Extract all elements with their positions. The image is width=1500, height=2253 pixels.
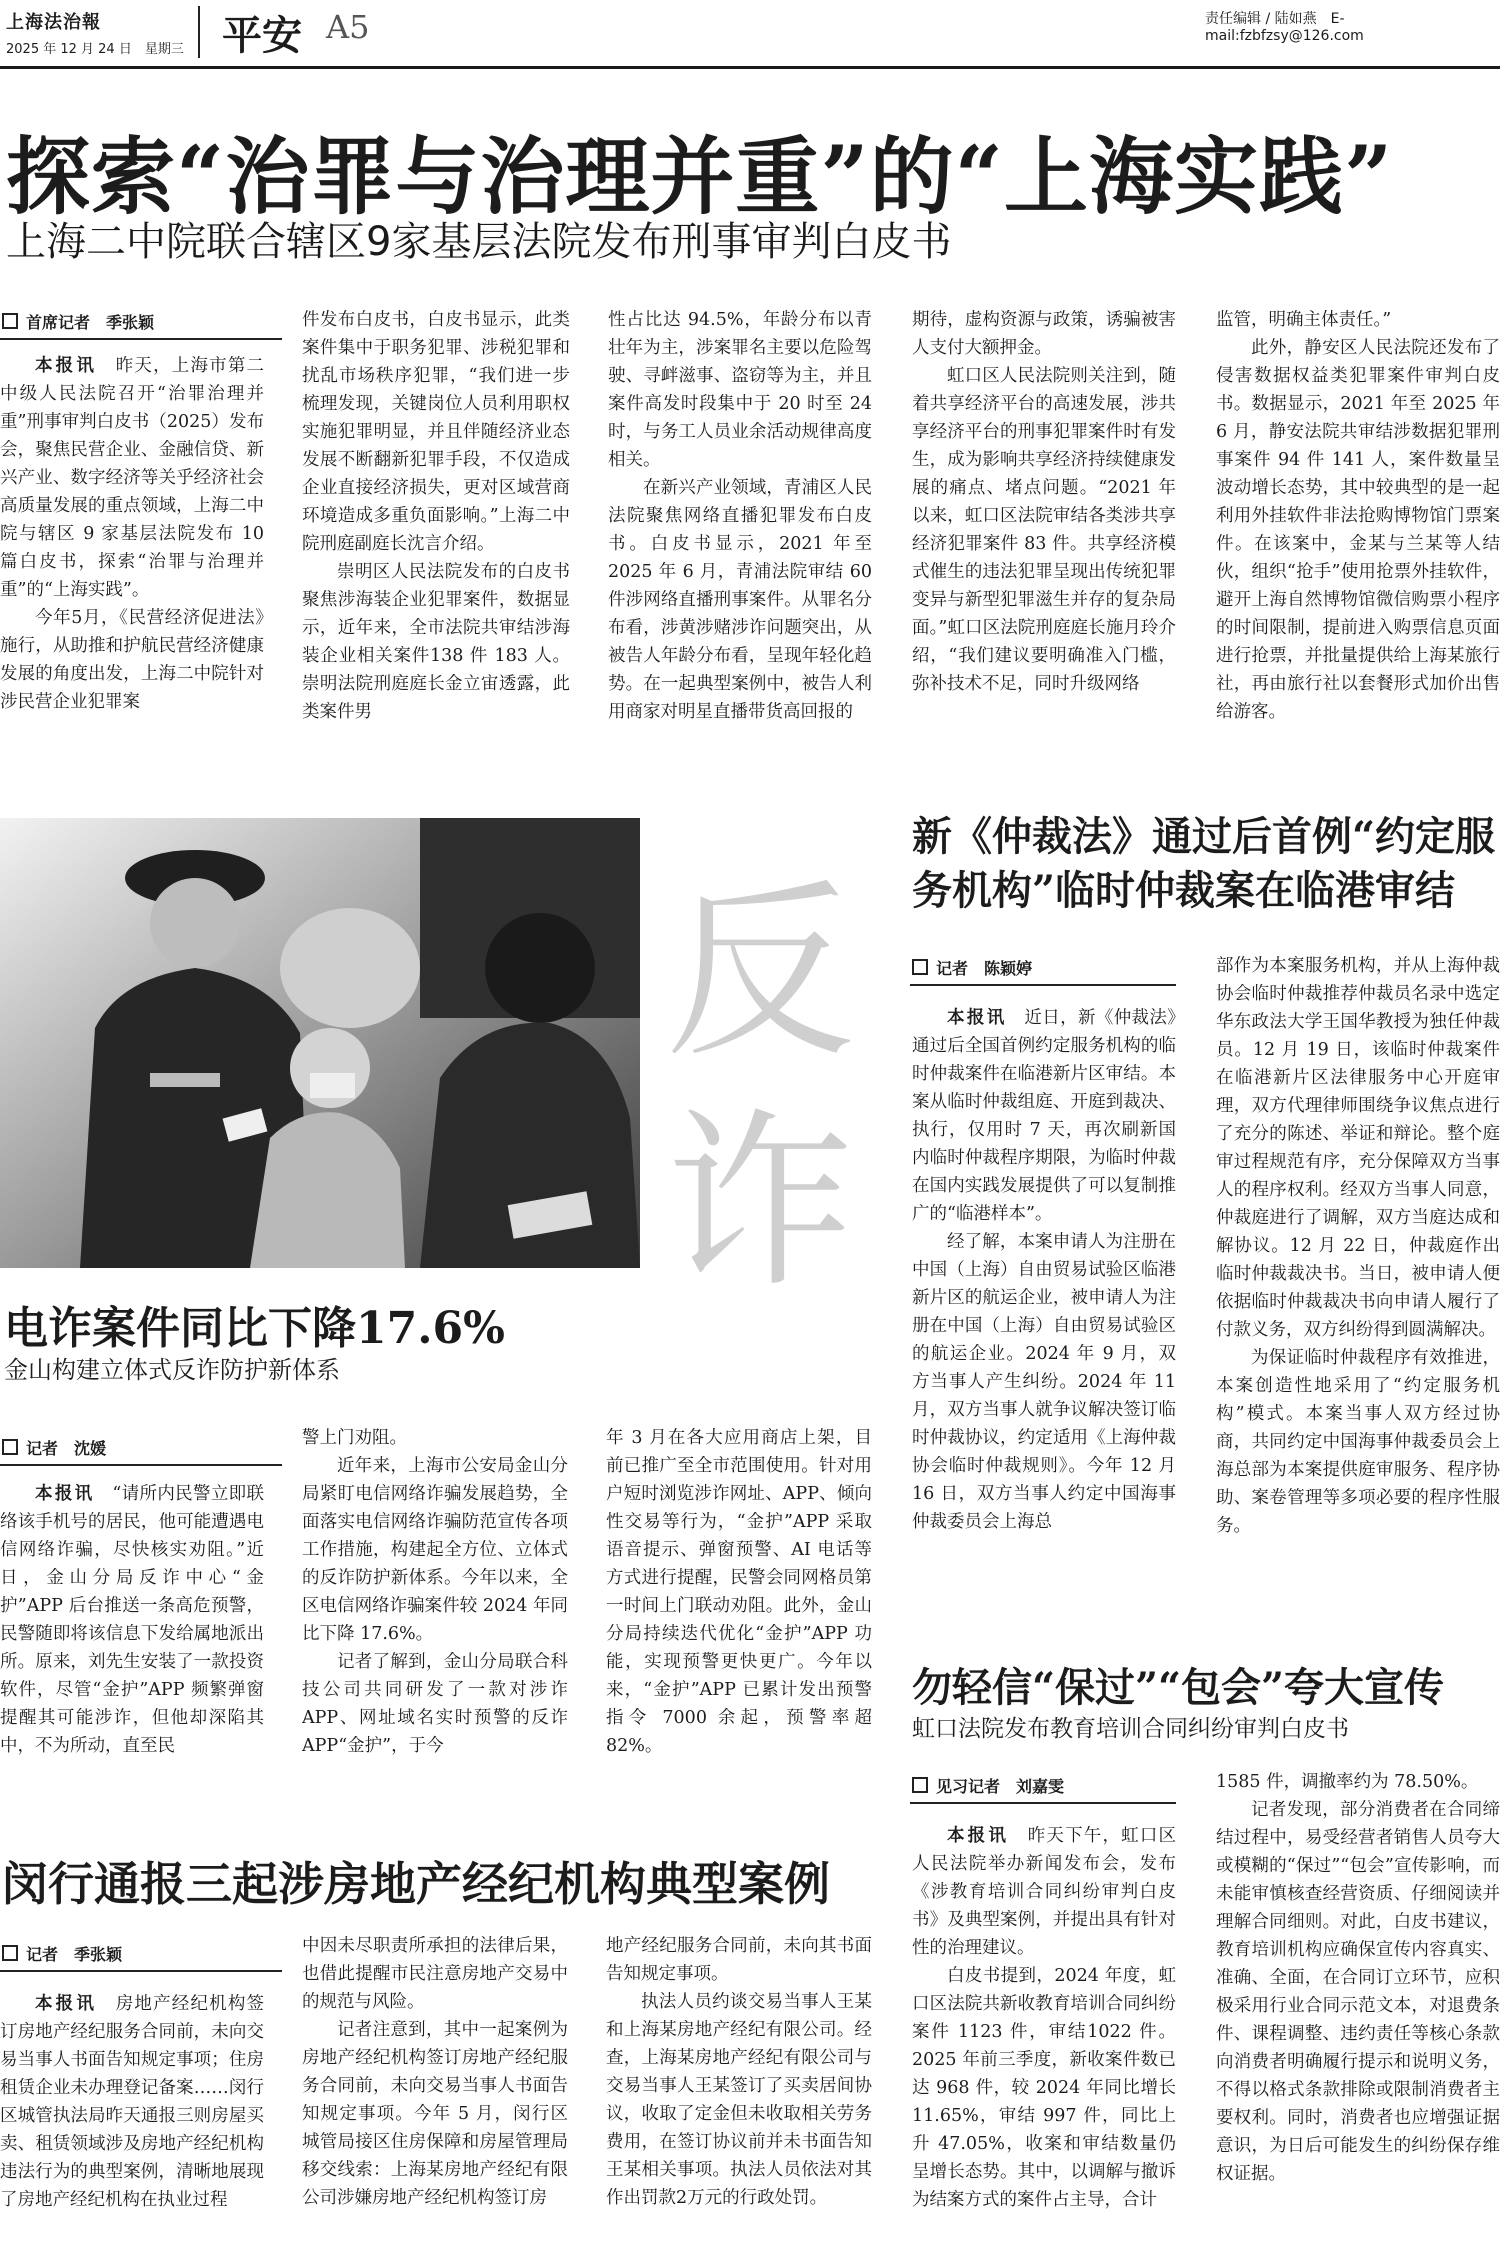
byline-rule <box>0 1970 282 1972</box>
newspaper-logo: 上海法治報 <box>6 12 101 33</box>
realestate-column-1 <box>0 1990 264 2252</box>
fraud-column-2 <box>302 1424 568 1800</box>
headline-line: 务机构”临时仲裁案在临港审结 <box>912 867 1456 914</box>
paragraph: 1585 件，调撤率约为 78.50%。 <box>1216 1772 1479 1792</box>
paragraph: 记者了解到，金山分局联合科技公司共同研发了一款对涉诈 APP、网址域名实时预警的反诈 APP“金护”，于今 <box>302 1652 568 1756</box>
page-number: A5 <box>326 8 370 46</box>
realestate-column-3 <box>606 1932 872 2252</box>
fraud-column-1 <box>0 1480 264 1800</box>
paragraph: 此外，静安区人民法院还发布了侵害数据权益类犯罪案件审判白皮书。数据显示，2021 年至 2025 年 6 月，静安法院共审结涉数据犯罪刑事案件 94 件 141 人，案件数量呈波动增长态势，其中较典型的是一起利用外挂软件非法抢购博物馆门票案件。在该案中，金某与兰某等人结伙，组织“抢手”使用抢票外挂软件，避开上海自然博物馆微信购票小程序的时间限制，提前进入购票信息页面进行抢票，并批量提供给上海某旅行社，再由旅行社以套餐形式加价出售给游客。 <box>1216 338 1500 722</box>
fraud-headline: 电诈案件同比下降17.6% <box>4 1303 505 1354</box>
paragraph: 件发布白皮书，白皮书显示，此类案件集中于职务犯罪、涉税犯罪和扰乱市场秩序犯罪，“我们进一步梳理发现，关键岗位人员利用职权实施犯罪明显，并且伴随经济业态发展不断翻新犯罪手段，不仅造成企业直接经济损失，更对区域营商环境造成多重负面影响。”上海二中院刑庭副庭长沈言介绍。 <box>302 310 570 554</box>
masthead <box>0 0 1500 62</box>
news-photo-police-anti-fraud <box>0 818 640 1268</box>
byline-text: 记者 季张颖 <box>26 1945 123 1964</box>
lead-marker: 本报讯 <box>947 1826 1010 1846</box>
paragraph: 经了解，本案申请人为注册在中国（上海）自由贸易试验区临港新片区的航运企业，被申请人为注册在中国（上海）自由贸易试验区的航运企业。2024 年 9 月，双方当事人产生纠纷。2024 年 11 月，双方当事人就争议解决签订临时仲裁协议，约定适用《上海仲裁协会临时仲裁规则》。今年 12 月 16 日，双方当事人约定中国海事仲裁委员会上海总 <box>912 1232 1176 1532</box>
byline-box-icon <box>2 313 18 329</box>
paragraph: 今年5月，《民营经济促进法》施行，从助推和护航民营经济健康发展的角度出发，上海二中院针对涉民营企业犯罪案 <box>0 608 264 712</box>
paragraph: 部作为本案服务机构，并从上海仲裁协会临时仲裁推荐仲裁员名录中选定华东政法大学王国华教授为独任仲裁员。12 月 19 日，该临时仲裁案件在临港新片区法律服务中心开庭审理，双方代理律师围绕争议焦点进行了充分的陈述、举证和辩论。整个庭审过程规范有序，充分保障双方当事人的程序权利。经双方当事人同意，仲裁庭进行了调解，双方当庭达成和解协议。12 月 22 日，仲裁庭作出临时仲裁裁决书。当日，被申请人便依据临时仲裁裁决书向申请人履行了付款义务，双方纠纷得到圆满解决。 <box>1216 956 1500 1340</box>
paragraph: 执法人员约谈交易当事人王某和上海某房地产经纪有限公司。经查，上海某房地产经纪有限公司与交易当事人王某签订了买卖居间协议，收取了定金但未收取相关劳务费用，在签订协议前并未书面告知王某相关事项。执法人员依法对其作出罚款2万元的行政处罚。 <box>606 1992 872 2208</box>
paragraph: 为保证临时仲裁程序有效推进，本案创造性地采用了“约定服务机构”模式。本案当事人双方经过协商，共同约定中国海事仲裁委员会上海总部为本案提供庭审服务、程序协助、案卷管理等多项必要的程序性服务。 <box>1216 1348 1500 1536</box>
training-headline: 勿轻信“保过”“包会”夸大宣传 <box>912 1664 1445 1711</box>
lead-marker: 本报讯 <box>35 1994 98 2014</box>
byline-rule <box>910 1802 1176 1804</box>
main-column-5 <box>1216 306 1500 757</box>
issue-date: 2025 年 12 月 24 日 星期三 <box>6 42 184 57</box>
byline-box-icon <box>912 1777 928 1793</box>
lead-marker: 本报讯 <box>35 356 98 376</box>
fraud-subheadline: 金山构建立体式反诈防护新体系 <box>4 1356 340 1384</box>
training-byline <box>912 1774 1064 1797</box>
paragraph: 昨天，上海市第二中级人民法院召开“治罪治理并重”刑事审判白皮书（2025）发布会，聚焦民营企业、金融信贷、新兴产业、数字经济等关乎经济社会高质量发展的重点领域，上海二中院与辖区 9 家基层法院发布 10 篇白皮书，探索“治罪与治理并重”的“上海实践”。 <box>0 356 264 600</box>
paragraph: 监管，明确主体责任。” <box>1216 310 1392 330</box>
paragraph: 警上门劝阻。 <box>302 1428 407 1448</box>
arbitration-column-1 <box>912 1004 1176 1610</box>
byline-rule <box>0 338 282 340</box>
paragraph: 期待，虚构资源与政策，诱骗被害人支付大额押金。 <box>912 310 1176 358</box>
byline-text: 见习记者 刘嘉雯 <box>936 1777 1065 1796</box>
realestate-headline: 闵行通报三起涉房地产经纪机构典型案例 <box>2 1857 830 1911</box>
main-column-2 <box>302 306 570 757</box>
paragraph: 近年来，上海市公安局金山分局紧盯电信网络诈骗发展趋势，全面落实电信网络诈骗防范宣传各项工作措施，构建起全方位、立体式的反诈防护新体系。今年以来，全区电信网络诈骗案件较 2024 年同比下降 17.6%。 <box>302 1456 568 1644</box>
byline-text: 记者 陈颖婷 <box>936 959 1033 978</box>
main-column-4 <box>912 306 1176 757</box>
realestate-column-2 <box>302 1932 568 2252</box>
training-subheadline: 虹口法院发布教育培训合同纠纷审判白皮书 <box>912 1716 1349 1742</box>
main-column-1 <box>0 352 264 757</box>
byline-box-icon <box>912 959 928 975</box>
byline-box-icon <box>2 1945 18 1961</box>
fraud-column-3 <box>606 1424 872 1800</box>
training-column-2 <box>1216 1768 1500 2252</box>
paragraph: 近日，新《仲裁法》通过后全国首例约定服务机构的临时仲裁案件在临港新片区审结。本案从临时仲裁组庭、开庭到裁决、执行，仅用时 7 天，再次刷新国内临时仲裁程序期限，为临时仲裁在国内实践发展提供了可以复制推广的“临港样本”。 <box>912 1008 1176 1224</box>
lead-marker: 本报讯 <box>947 1008 1007 1028</box>
arbitration-byline <box>912 956 1032 979</box>
byline-rule <box>0 1464 282 1466</box>
paragraph: 记者发现，部分消费者在合同缔结过程中，易受经营者销售人员夸大或模糊的“保过”“包会”宣传影响，而未能审慎核查经营资质、仔细阅读并理解合同细则。对此，白皮书建议，教育培训机构应确保宣传内容真实、准确、全面，在合同订立环节，应积极采用行业合同示范文本，对退费条件、课程调整、违约责任等核心条款向消费者明确履行提示和说明义务，不得以格式条款排除或限制消费者主要权利。同时，消费者也应增强证据意识，为日后可能发生的纠纷保存维权证据。 <box>1216 1800 1500 2184</box>
section-name: 平安 <box>222 13 302 59</box>
realestate-byline <box>2 1942 122 1965</box>
main-headline: 探索“治罪与治理并重”的“上海实践” <box>6 127 1394 226</box>
arbitration-column-2 <box>1216 952 1500 1610</box>
main-byline <box>2 310 154 333</box>
watermark-char-zha: 诈 <box>665 1092 856 1313</box>
watermark-char-fan: 反 <box>665 862 856 1083</box>
main-subheadline: 上海二中院联合辖区9家基层法院发布刑事审判白皮书 <box>6 219 952 265</box>
paragraph: 昨天下午，虹口区人民法院举办新闻发布会，发布《涉教育培训合同纠纷审判白皮书》及典型案例，并提出具有针对性的治理建议。 <box>912 1826 1176 1958</box>
training-column-1 <box>912 1822 1176 2252</box>
masthead-divider <box>198 6 200 58</box>
byline-box-icon <box>2 1439 18 1455</box>
fraud-byline <box>2 1436 106 1459</box>
paragraph: 崇明区人民法院发布的白皮书聚焦涉海装企业犯罪案件，数据显示，近年来，全市法院共审结涉海装企业相关案件138 件 183 人。崇明法院刑庭庭长金立宙透露，此类案件男 <box>302 562 570 722</box>
paragraph: 在新兴产业领域，青浦区人民法院聚焦网络直播犯罪发布白皮书。白皮书显示，2021 年至 2025 年 6 月，青浦法院审结 60 件涉网络直播刑事案件。从罪名分布看，涉黄涉赌涉诈问题突出，从被告人年龄分布看，呈现年轻化趋势。在一起典型案例中，被告人利用商家对明星直播带货高回报的 <box>608 478 872 722</box>
paragraph: 虹口区人民法院则关注到，随着共享经济平台的高速发展，涉共享经济平台的刑事犯罪案件时有发生，成为影响共享经济持续健康发展的痛点、堵点问题。“2021 年以来，虹口区法院审结各类涉共享经济犯罪案件 83 件。共享经济模式催生的违法犯罪呈现出传统犯罪变异与新型犯罪滋生并存的复杂局面。”虹口区法院刑庭庭长施月玲介绍，“我们建议要明确准入门槛，弥补技术不足，同时升级网络 <box>912 366 1176 694</box>
paragraph: 房地产经纪机构签订房地产经纪服务合同前，未向交易当事人书面告知规定事项；住房租赁企业未办理登记备案……闵行区城管执法局昨天通报三则房屋买卖、租赁领域涉及房地产经纪机构违法行为的典型案例，清晰地展现了房地产经纪机构在执业过程 <box>0 1994 264 2210</box>
lead-marker: 本报讯 <box>35 1484 95 1504</box>
paragraph: 白皮书提到，2024 年度，虹口区法院共新收教育培训合同纠纷案件 1123 件，审结1022 件。2025 年前三季度，新收案件数已达 968 件，较 2024 年同比增长 11.65%，审结 997 件，同比上升 47.05%，收案和审结数量仍呈增长态势。其中，以调解与撤诉为结案方式的案件占主导，合计 <box>912 1966 1176 2210</box>
paragraph: 中因未尽职责所承担的法律后果，也借此提醒市民注意房地产交易中的规范与风险。 <box>302 1936 568 2012</box>
paragraph: 地产经纪服务合同前，未向其书面告知规定事项。 <box>606 1936 872 1984</box>
byline-rule <box>910 984 1176 986</box>
editor-credit: 责任编辑 / 陆如燕 E-mail:fzbfzsy@126.com <box>1205 11 1364 44</box>
header-rule <box>0 66 1500 69</box>
main-column-3 <box>608 306 872 757</box>
paragraph: 记者注意到，其中一起案例为房地产经纪机构签订房地产经纪服务合同前，未向交易当事人书面告知规定事项。今年 5 月，闵行区城管局接区住房保障和房屋管理局移交线索：上海某房地产经纪有限公司涉嫌房地产经纪机构签订房 <box>302 2020 568 2208</box>
headline-line: 新《仲裁法》通过后首例“约定服 <box>912 813 1496 860</box>
byline-text: 首席记者 季张颖 <box>26 313 155 332</box>
paragraph: 年 3 月在各大应用商店上架，目前已推广至全市范围使用。针对用户短时浏览涉诈网址、APP、倾向性交易等行为，“金护”APP 采取语音提示、弹窗预警、AI 电话等方式进行提醒，民警会同网格员第一时间上门联动劝阻。此外，金山分局持续迭代优化“金护”APP 功能，实现预警更快更广。今年以来，“金护”APP 已累计发出预警指令 7000 余起，预警率超 82%。 <box>606 1428 872 1756</box>
arbitration-headline <box>912 810 1495 918</box>
paragraph: “请所内民警立即联络该手机号的居民，他可能遭遇电信网络诈骗，尽快核实劝阻。”近日，金山分局反诈中心“金护”APP 后台推送一条高危预警，民警随即将该信息下发给属地派出所。原来，刘先生安装了一款投资软件，尽管“金护”APP 频繁弹窗提醒其可能涉诈，但他却深陷其中，不为所动，直至民 <box>0 1484 264 1756</box>
byline-text: 记者 沈媛 <box>26 1439 107 1458</box>
paragraph: 性占比达 94.5%，年龄分布以青壮年为主，涉案罪名主要以危险驾驶、寻衅滋事、盗窃等为主，并且案件高发时段集中于 20 时至 24 时，与务工人员业余活动规律高度相关。 <box>608 310 872 470</box>
